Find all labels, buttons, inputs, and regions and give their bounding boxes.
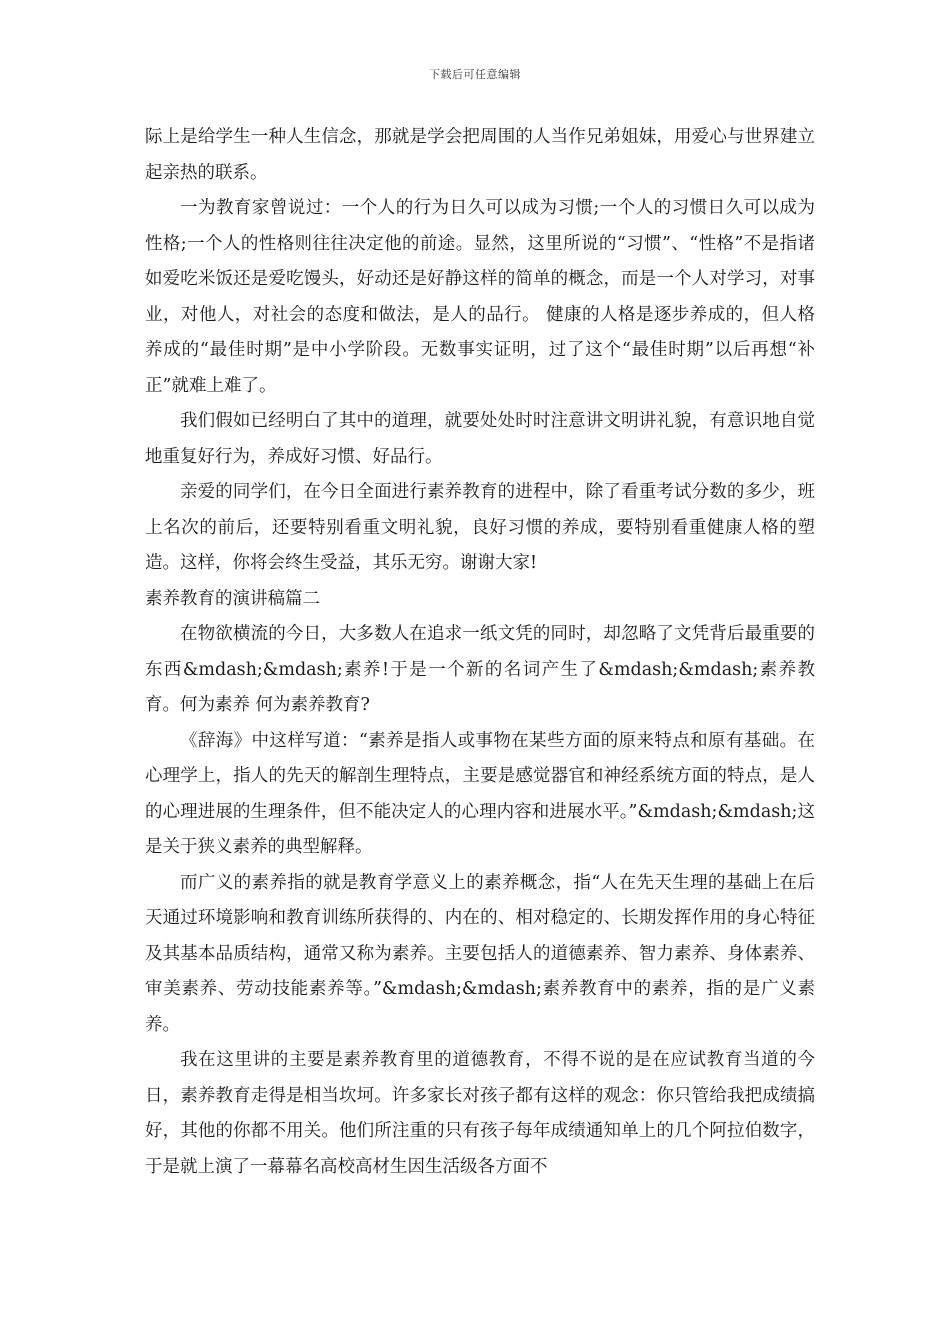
paragraph: 我在这里讲的主要是素养教育里的道德教育，不得不说的是在应试教育当道的今日，素养教育走得是相当坎坷。许多家长对孩子都有这样的观念：你只管给我把成绩搞好，其他的你都不用关。他们所注重的只有孩子每年成绩通知单上的几个阿拉伯数字，于是就上演了一幕幕名高校高材生因生活级各方面不 bbox=[145, 1050, 815, 1177]
document-body bbox=[145, 120, 815, 1185]
paragraph: 一为教育家曾说过：一个人的行为日久可以成为习惯;一个人的习惯日久可以成为性格;一个人的性格则往往决定他的前途。显然，这里所说的“习惯”、“性格”不是指诸如爱吃米饭还是爱吃馒头，好动还是好静这样的简单的概念，而是一个人对学习，对事业，对他人，对社会的态度和做法，是人的品行。 健康的人格是逐步养成的，但人格养成的“最佳时期”是中小学阶段。无数事实证明，过了这个“最佳时期”以后再想“补正”就难上难了。 bbox=[145, 198, 815, 396]
paragraph-continuation: 际上是给学生一种人生信念，那就是学会把周围的人当作兄弟姐妹，用爱心与世界建立起亲热的联系。 bbox=[145, 127, 815, 183]
paragraph: 《辞海》中这样写道：“素养是指人或事物在某些方面的原来特点和原有基础。在心理学上，指人的先天的解剖生理特点，主要是感觉器官和神经系统方面的特点，是人的心理进展的生理条件，但不能决定人的心理内容和进展水平。”&mdash;&mdash;这是关于狭义素养的典型解释。 bbox=[145, 730, 815, 857]
paragraph: 在物欲横流的今日，大多数人在追求一纸文凭的同时，却忽略了文凭背后最重要的东西&mdash;&mdash;素养!于是一个新的名词产生了&mdash;&mdash;素养教育。何为素养 何为素养教育? bbox=[145, 624, 815, 715]
paragraph: 亲爱的同学们，在今日全面进行素养教育的进程中，除了看重考试分数的多少，班上名次的前后，还要特别看重文明礼貌，良好习惯的养成，要特别看重健康人格的塑造。这样，你将会终生受益，其乐无穷。谢谢大家! bbox=[145, 482, 815, 573]
paragraph: 而广义的素养指的就是教育学意义上的素养概念，指“人在先天生理的基础上在后天通过环境影响和教育训练所获得的、内在的、相对稳定的、长期发挥作用的身心特征及其基本品质结构，通常又称为素养。主要包括人的道德素养、智力素养、身体素养、审美素养、劳动技能素养等。”&mdash;&mdash;素养教育中的素养，指的是广义素养。 bbox=[145, 872, 815, 1035]
page-header: 下载后可任意编辑 bbox=[429, 68, 521, 81]
section-heading: 素养教育的演讲稿篇二 bbox=[145, 588, 320, 609]
paragraph: 我们假如已经明白了其中的道理，就要处处时时注意讲文明讲礼貌，有意识地自觉地重复好行为，养成好习惯、好品行。 bbox=[145, 411, 815, 467]
